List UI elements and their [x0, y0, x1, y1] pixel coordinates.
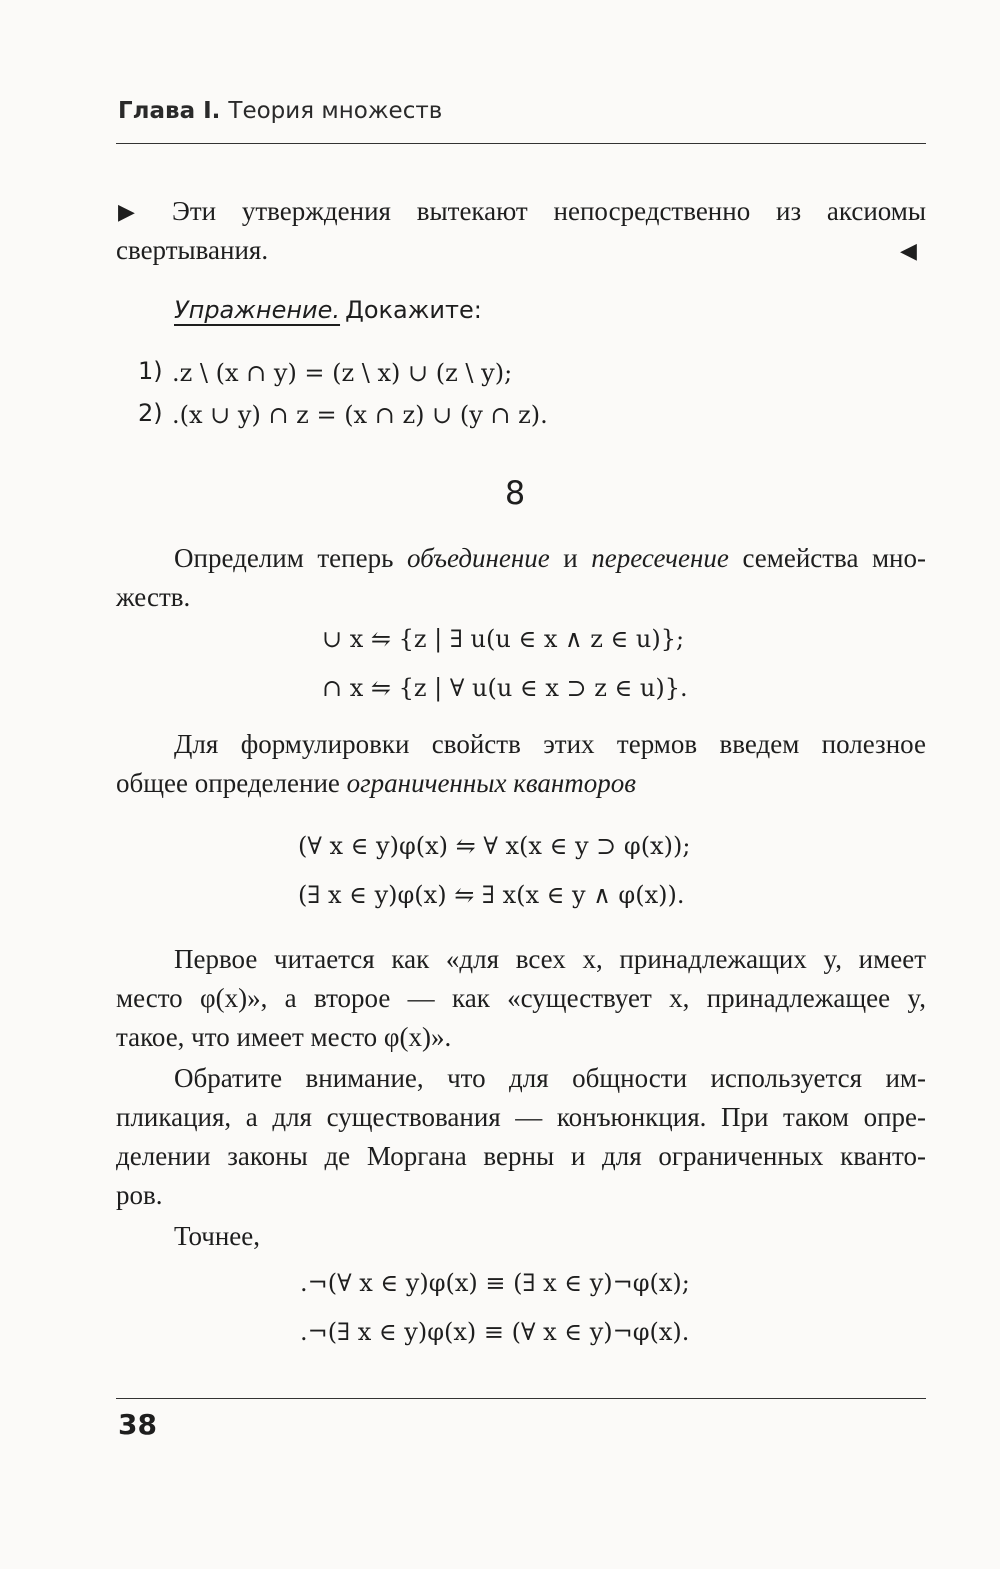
proof-start-icon: ▶: [118, 200, 135, 225]
paragraph-definition: [116, 539, 926, 578]
exercise-item-number: 2): [138, 399, 163, 427]
formula-bounded-exists: (∃ x ∈ y)φ(x) ⇋ ∃ x(x ∈ y ∧ φ(x)).: [298, 881, 685, 909]
paragraph-more-precisely: Точнее,: [174, 1221, 261, 1251]
paragraph-quantifiers-line-2: [116, 764, 926, 803]
footer-rule: [116, 1398, 926, 1399]
paragraph-definition-line-2: жеств.: [116, 582, 191, 612]
exercise-prompt: Докажите:: [345, 296, 482, 324]
paragraph-reading-line-2: место φ(x)», а второе — как «существует x, принадлежащее y,: [116, 983, 926, 1013]
paragraph-reading-line-3: такое, что имеет место φ(x)».: [116, 1022, 452, 1052]
section-number: 8: [504, 474, 526, 512]
paragraph-reading-line-1: Первое читается как «для всех x, принадлежащих y, имеет: [174, 944, 926, 974]
chapter-label: Глава I.: [118, 98, 221, 124]
proof-line-2: свертывания.: [116, 235, 269, 265]
formula-bounded-forall: (∀ x ∈ y)φ(x) ⇋ ∀ x(x ∈ y ⊃ φ(x));: [298, 832, 691, 860]
exercise-item-formula: .z \ (x ∩ y) = (z \ x) ∪ (z \ y);: [172, 359, 513, 387]
page-number: 38: [118, 1408, 157, 1441]
para1-text: семейства мно-: [728, 543, 926, 573]
exercise-heading: [174, 296, 482, 324]
para1-text: Определим теперь: [174, 543, 407, 573]
header-rule: [116, 143, 926, 144]
para2-term: ограниченных кванторов: [346, 768, 637, 798]
paragraph-note-line-2: пликация, а для существования — конъюнкция. При таком опре-: [116, 1102, 926, 1132]
proof-line-1: Эти утверждения вытекают непосредственно из аксиомы: [172, 196, 926, 226]
paragraph-note-line-1: Обратите внимание, что для общности используется им-: [174, 1063, 926, 1093]
exercise-item-number: 1): [138, 357, 163, 385]
paragraph-note-line-3: делении законы де Моргана верны и для ограниченных кванто-: [116, 1141, 926, 1171]
formula-demorgan-1: .¬(∀ x ∈ y)φ(x) ≡ (∃ x ∈ y)¬φ(x);: [300, 1269, 690, 1297]
para1-term-union: объединение: [406, 543, 550, 573]
para1-text: и: [549, 543, 592, 573]
para2-text: общее определение: [116, 768, 347, 798]
paragraph-quantifiers-line-1: Для формулировки свойств этих термов введем полезное: [174, 729, 926, 759]
proof-end-icon: ◀: [900, 239, 917, 264]
exercise-item-formula: .(x ∪ y) ∩ z = (x ∩ z) ∪ (y ∩ z).: [172, 401, 548, 429]
chapter-title: Теория множеств: [228, 98, 443, 124]
formula-union: ∪ x ⇋ {z | ∃ u(u ∈ x ∧ z ∈ u)};: [322, 625, 685, 653]
exercise-label: Упражнение.: [174, 296, 341, 324]
formula-demorgan-2: .¬(∃ x ∈ y)φ(x) ≡ (∀ x ∈ y)¬φ(x).: [300, 1318, 690, 1346]
para1-term-intersection: пересечение: [591, 543, 729, 573]
paragraph-note-line-4: ров.: [116, 1180, 163, 1210]
formula-intersection: ∩ x ⇋ {z | ∀ u(u ∈ x ⊃ z ∈ u)}.: [322, 674, 688, 702]
running-header: [118, 98, 442, 124]
